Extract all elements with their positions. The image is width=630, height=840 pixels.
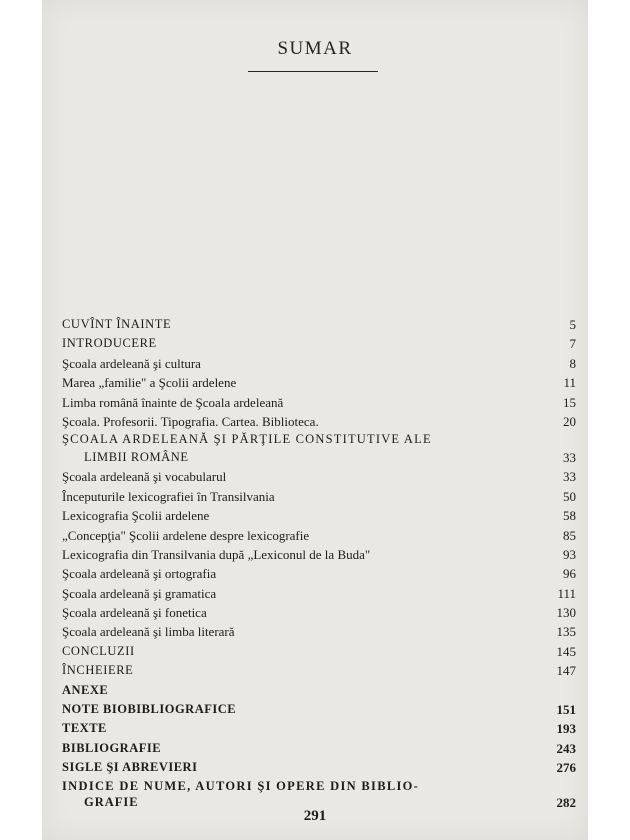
toc-entry-page: 130	[556, 605, 576, 621]
toc-entry-title: SIGLE ŞI ABREVIERI	[62, 760, 198, 775]
toc-entry-page: 85	[563, 527, 576, 543]
toc-entry-title: ÎNCHEIERE	[62, 663, 134, 678]
toc-entry	[62, 354, 576, 373]
toc-entry-page: 276	[556, 760, 576, 776]
toc-entry	[62, 584, 576, 603]
toc-entry-title: NOTE BIOBIBLIOGRAFICE	[62, 702, 237, 717]
toc-entry-page: 93	[563, 546, 576, 562]
toc-entry	[62, 661, 576, 680]
toc-entry	[62, 758, 576, 777]
toc-entry-title: INDICE DE NUME, AUTORI ŞI OPERE DIN BIBLIO-	[62, 778, 420, 793]
toc-entry-title: TEXTE	[62, 721, 107, 736]
toc-entry-title: GRAFIE	[84, 794, 139, 809]
toc-entry	[62, 603, 576, 622]
toc-entry-page: 8	[569, 355, 576, 371]
toc-entry	[62, 545, 576, 564]
toc-entry-title: „Concepţia" Şcolii ardelene despre lexicografie	[62, 527, 310, 543]
toc-entry-page: 58	[563, 508, 576, 524]
toc-entry-title: INTRODUCERE	[62, 336, 157, 351]
toc-entry	[62, 373, 576, 392]
toc-entry	[62, 564, 576, 583]
toc-entry-page: 193	[556, 721, 576, 737]
toc-entry-page: 11	[563, 375, 576, 391]
toc-entry-page: 5	[569, 317, 576, 332]
toc-entry	[62, 448, 576, 467]
table-of-contents	[62, 315, 576, 811]
toc-entry-title: Şcoala ardeleană şi cultura	[62, 355, 201, 371]
toc-entry-page: 243	[556, 740, 576, 756]
toc-entry-page: 111	[557, 585, 576, 601]
toc-entry-title: Lexicografia Şcolii ardelene	[62, 508, 210, 524]
toc-entry	[62, 393, 576, 412]
toc-entry	[62, 412, 576, 431]
toc-entry	[62, 778, 576, 794]
toc-entry-page: 20	[563, 413, 576, 429]
toc-entry	[62, 487, 576, 506]
title-underline	[248, 71, 378, 72]
toc-entry-title: Şcoala. Profesorii. Tipografia. Cartea. Biblioteca.	[62, 413, 319, 429]
toc-entry-title: CUVÎNT ÎNAINTE	[62, 317, 172, 331]
toc-entry-title: Şcoala ardeleană şi fonetica	[62, 605, 207, 621]
toc-entry-page: 145	[556, 643, 576, 659]
toc-entry-title: Începuturile lexicografiei în Transilvania	[62, 488, 275, 504]
toc-entry-title: Şcoala ardeleană şi ortografia	[62, 566, 217, 582]
toc-entry-page: 33	[563, 450, 576, 466]
toc-entry-title: Şcoala ardeleană şi gramatica	[62, 585, 217, 601]
toc-entry-title: ŞCOALA ARDELEANĂ ŞI PĂRŢILE CONSTITUTIVE ALE	[62, 432, 432, 447]
toc-entry-page: 282	[556, 794, 576, 810]
toc-entry	[62, 700, 576, 719]
toc-entry-title: CONCLUZII	[62, 643, 135, 658]
toc-entry-page: 147	[556, 663, 576, 679]
page-title: SUMAR	[277, 38, 353, 59]
toc-entry-title: ANEXE	[62, 682, 109, 697]
toc-entry	[62, 719, 576, 738]
toc-entry-page: 33	[563, 469, 576, 485]
toc-entry-title: Limba română înainte de Şcoala ardeleană	[62, 394, 284, 410]
toc-entry-page: 96	[563, 566, 576, 582]
toc-entry	[62, 681, 576, 700]
toc-entry	[62, 506, 576, 525]
toc-entry-page: 15	[563, 394, 576, 410]
toc-entry	[62, 622, 576, 641]
toc-entry-title: Şcoala ardeleană şi vocabularul	[62, 469, 227, 485]
toc-entry-page: 50	[563, 488, 576, 504]
toc-entry	[62, 642, 576, 661]
toc-entry	[62, 431, 576, 448]
toc-entry-page: 7	[569, 336, 576, 352]
toc-entry-title: BIBLIOGRAFIE	[62, 740, 162, 755]
toc-entry	[62, 467, 576, 486]
page-number: 291	[303, 808, 327, 824]
toc-entry	[62, 334, 576, 353]
toc-entry	[62, 739, 576, 758]
book-page	[42, 0, 588, 840]
toc-entry-title: Şcoala ardeleană şi limba literară	[62, 624, 235, 640]
toc-entry-page: 151	[556, 702, 576, 718]
toc-entry	[62, 315, 576, 334]
toc-entry-title: Marea „familie" a Şcolii ardelene	[62, 375, 237, 391]
toc-entry-title: Lexicografia din Transilvania după „Lexiconul de la Buda"	[62, 546, 371, 562]
toc-entry-page: 135	[556, 624, 576, 640]
toc-entry	[62, 526, 576, 545]
toc-entry-title: LIMBII ROMÂNE	[84, 450, 189, 465]
